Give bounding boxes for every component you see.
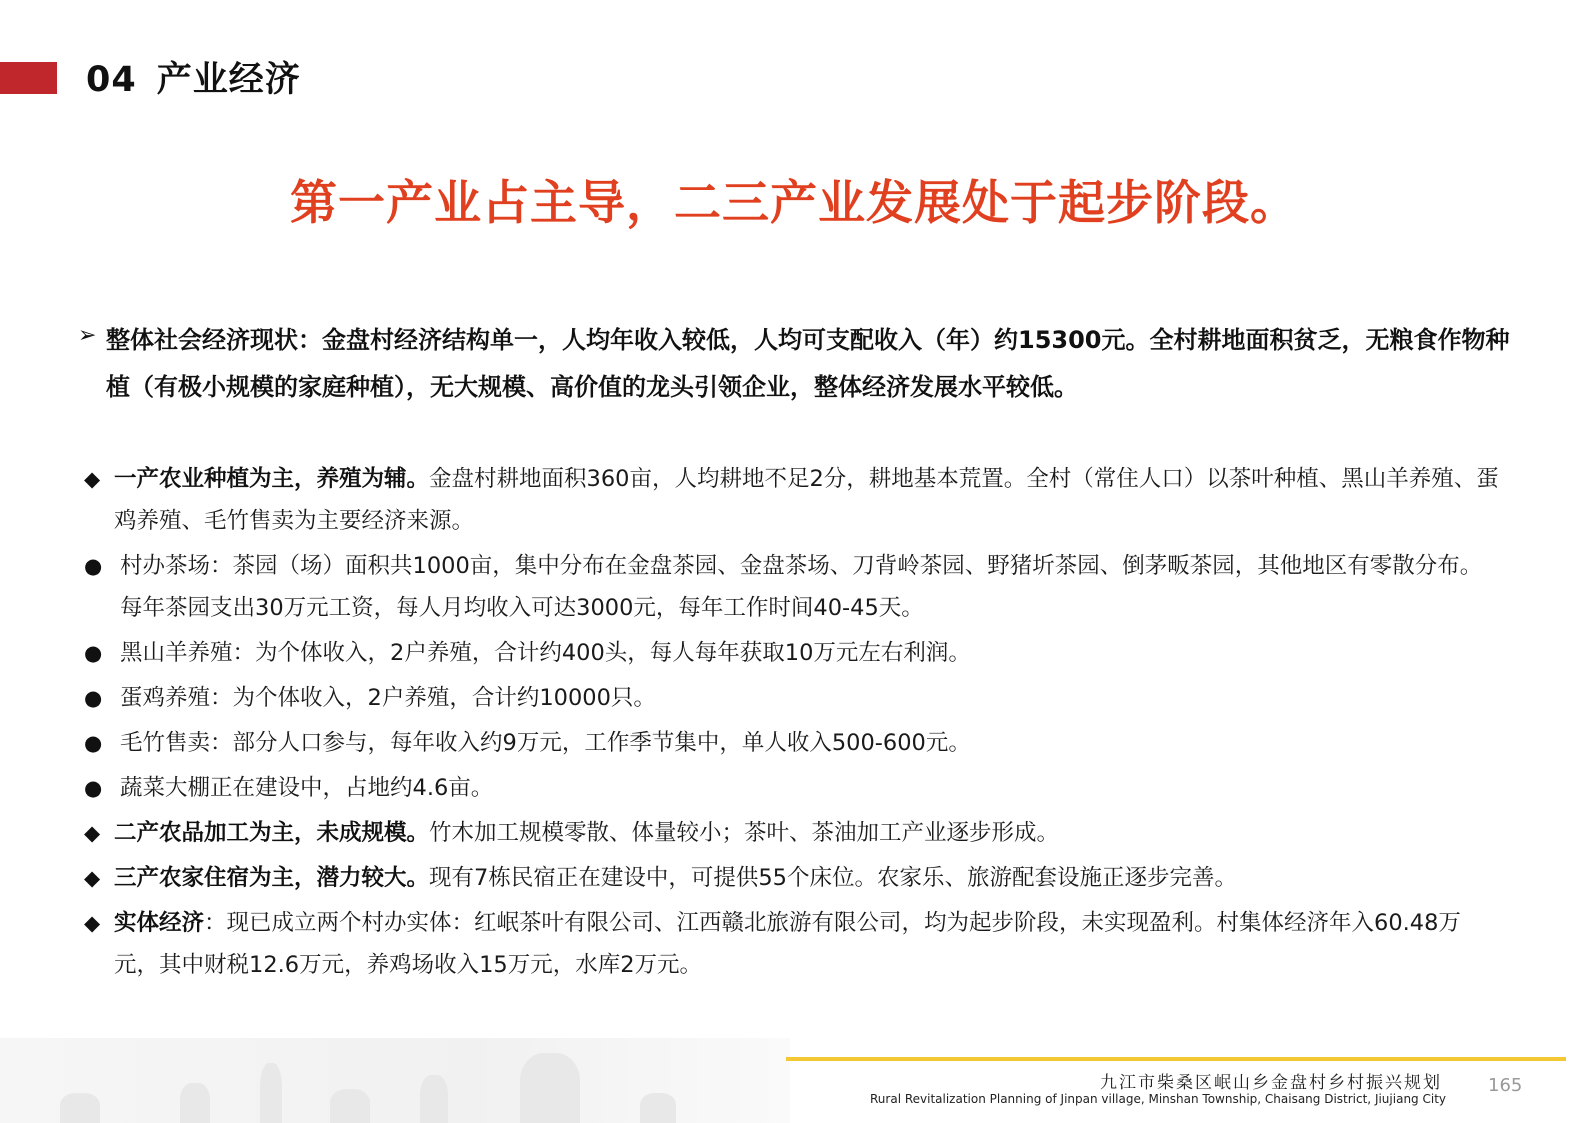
list-item-text: 村办茶场：茶园（场）面积共1000亩，集中分布在金盘茶园、金盘茶场、刀背岭茶园、野猪圻茶园、倒茅畈茶园，其他地区有零散分布。每年茶园支出30万元工资，每人月均收入可达3000元，每年工作时间40-45天。 [120, 553, 1483, 621]
list-item-dot [84, 545, 1504, 629]
list-item-dot [84, 767, 1504, 809]
page-number: 165 [1488, 1075, 1523, 1096]
summary-block [78, 317, 1518, 411]
list-item-content [120, 767, 1504, 809]
dot-bullet-icon: ● [84, 554, 103, 578]
list-item-diamond [84, 812, 1504, 854]
dot-bullet-icon: ● [84, 641, 103, 665]
list-item-text: 黑山羊养殖：为个体收入，2户养殖，合计约400头，每人每年获取10万元左右利润。 [120, 640, 971, 666]
list-item-lead: 实体经济 [114, 910, 205, 936]
diamond-bullet-icon: ◆ [84, 467, 101, 491]
list-item-diamond [84, 458, 1504, 542]
list-item-text: 蛋鸡养殖：为个体收入，2户养殖，合计约10000只。 [120, 685, 656, 711]
headline: 第一产业占主导，二三产业发展处于起步阶段。 [290, 176, 1298, 231]
list-item-dot [84, 632, 1504, 674]
footer-accent-line [786, 1057, 1566, 1061]
list-item-content [120, 632, 1504, 674]
list-item-lead: 二产农品加工为主，未成规模。 [114, 820, 430, 846]
diamond-bullet-icon: ◆ [84, 911, 101, 935]
list-item-content [114, 902, 1504, 986]
section-number: 04 [86, 60, 137, 100]
section-title [86, 56, 301, 104]
list-item-text: 现有7栋民宿正在建设中，可提供55个床位。农家乐、旅游配套设施正逐步完善。 [429, 865, 1237, 891]
list-item-content [114, 857, 1504, 899]
list-item-content [114, 812, 1504, 854]
list-item-lead: 一产农业种植为主，养殖为辅。 [114, 466, 430, 492]
arrow-bullet-icon: ➢ [78, 323, 97, 348]
diamond-bullet-icon: ◆ [84, 821, 101, 845]
footer-title-cn: 九江市柴桑区岷山乡金盘村乡村振兴规划 [1100, 1073, 1442, 1093]
list-item-text: 蔬菜大棚正在建设中，占地约4.6亩。 [120, 775, 494, 801]
dot-bullet-icon: ● [84, 776, 103, 800]
diamond-bullet-icon: ◆ [84, 866, 101, 890]
list-item-diamond [84, 857, 1504, 899]
list-item-dot [84, 677, 1504, 719]
list-item-content [114, 458, 1504, 542]
summary-text: 整体社会经济现状：金盘村经济结构单一，人均年收入较低，人均可支配收入（年）约15300元。全村耕地面积贫乏，无粮食作物种植（有极小规模的家庭种植），无大规模、高价值的龙头引领企业，整体经济发展水平较低。 [106, 326, 1510, 401]
list-item-diamond [84, 902, 1504, 986]
list-item-text: 毛竹售卖：部分人口参与，每年收入约9万元，工作季节集中，单人收入500-600元。 [120, 730, 971, 756]
dot-bullet-icon: ● [84, 731, 103, 755]
list-item-text: 金盘村耕地面积360亩，人均耕地不足2分，耕地基本荒置。全村（常住人口）以茶叶种植、黑山羊养殖、蛋鸡养殖、毛竹售卖为主要经济来源。 [114, 466, 1499, 534]
section-marker [0, 62, 57, 94]
footer-decoration [0, 1038, 790, 1123]
section-name: 产业经济 [156, 60, 301, 100]
list-item-content [120, 722, 1504, 764]
list-item-text: 竹木加工规模零散、体量较小；茶叶、茶油加工产业逐步形成。 [429, 820, 1060, 846]
footer-title-en: Rural Revitalization Planning of Jinpan village, Minshan Township, Chaisang District, Jiujiang City [870, 1092, 1446, 1106]
bullet-list [84, 458, 1504, 989]
list-item-lead: 三产农家住宿为主，潜力较大。 [114, 865, 430, 891]
list-item-content [120, 545, 1504, 629]
dot-bullet-icon: ● [84, 686, 103, 710]
list-item-content [120, 677, 1504, 719]
list-item-dot [84, 722, 1504, 764]
list-item-text: ：现已成立两个村办实体：红岷茶叶有限公司、江西赣北旅游有限公司，均为起步阶段，未实现盈利。村集体经济年入60.48万元，其中财税12.6万元，养鸡场收入15万元，水库2万元。 [114, 910, 1461, 978]
